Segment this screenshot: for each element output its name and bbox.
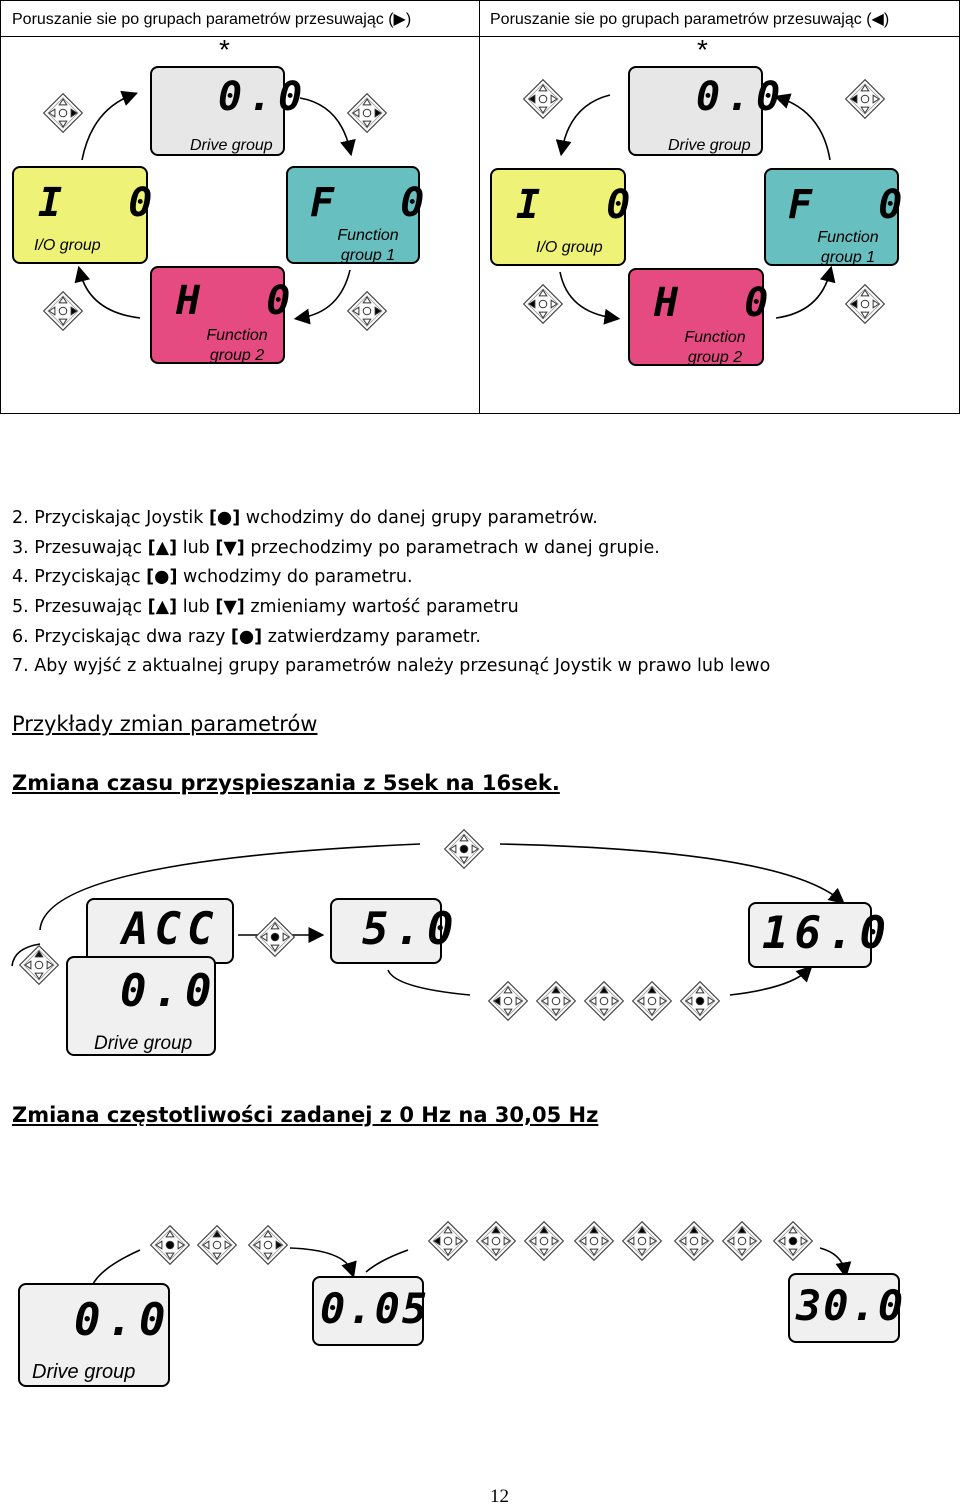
- group1-label: group 1: [820, 249, 876, 266]
- example2-heading: Zmiana częstotliwości zadanej z 0 Hz na 30,05 Hz: [12, 1103, 599, 1127]
- step-3: 3. Przesuwając [▲] lub [▼] przechodzimy po parametrach w danej grupie.: [12, 538, 660, 558]
- joystick-up-icon: [583, 980, 625, 1022]
- joystick-up-icon: [721, 1220, 763, 1262]
- io-display-value: I 0: [38, 180, 159, 226]
- drive-group-label: Drive group: [190, 137, 273, 154]
- f-display-value: F 0: [310, 180, 431, 226]
- value-5-panel: [330, 898, 460, 964]
- arrow-drive-to-io: [562, 95, 610, 150]
- left-star: *: [219, 34, 230, 65]
- arrow-h-to-io: [80, 272, 140, 318]
- joystick-right-icon: [346, 92, 388, 134]
- step-6: 6. Przyciskając dwa razy [●] zatwierdzamy parametr.: [12, 627, 481, 647]
- joystick-up-icon: [673, 1220, 715, 1262]
- arrow-f-to-h: [300, 270, 350, 318]
- arrow-to-30-0: [820, 1248, 845, 1272]
- joystick-press-icon: [149, 1224, 191, 1266]
- value-5-display: 5.0: [362, 904, 460, 955]
- acc-display-value: ACC: [122, 904, 220, 955]
- arrow-h-to-f: [776, 272, 830, 318]
- drive-group-label: Drive group: [668, 137, 751, 154]
- joystick-left-icon: [522, 283, 564, 325]
- joystick-right-icon: [346, 290, 388, 332]
- acc-display-panel: [86, 898, 234, 964]
- function-label: Function: [206, 327, 268, 344]
- joystick-up-icon: [523, 1220, 565, 1262]
- function-label: Function: [684, 329, 746, 346]
- step-2: 2. Przyciskając Joystik [●] wchodzimy do danej grupy parametrów.: [12, 508, 598, 528]
- drive-display-value: 0.0: [218, 74, 309, 120]
- joystick-left-icon: [844, 283, 886, 325]
- right-column-caption: Poruszanie sie po grupach parametrów przesuwając (◀): [490, 11, 890, 28]
- left-column-caption: Poruszanie sie po grupach parametrów przesuwając (▶): [12, 11, 412, 28]
- value-30-display: 30.0: [796, 1281, 906, 1330]
- value-16-panel: [748, 902, 892, 968]
- arrow-io-to-h: [560, 272, 614, 318]
- function-label: Function: [817, 229, 879, 246]
- drive-display-panel-ex1: [66, 956, 216, 1056]
- joystick-left-icon: [844, 78, 886, 120]
- example1-heading: Zmiana czasu przyspieszania z 5sek na 16sek.: [12, 771, 560, 795]
- page-number: 12: [490, 1486, 509, 1507]
- h-display-value: H 0: [654, 280, 775, 326]
- arrow-io-to-drive: [82, 95, 132, 160]
- joystick-press-icon: [443, 828, 485, 870]
- drive-group-label: Drive group: [94, 1033, 193, 1054]
- right-star: *: [697, 34, 708, 65]
- io-display-value: I 0: [516, 182, 637, 228]
- step-5: 5. Przesuwając [▲] lub [▼] zmieniamy wartość parametru: [12, 597, 519, 617]
- group2-label: group 2: [687, 349, 743, 366]
- joystick-up-icon: [621, 1220, 663, 1262]
- arrow-ex2-start: [92, 1250, 140, 1286]
- group-navigation-arrows: [0, 0, 960, 412]
- examples-heading: Przykłady zmian parametrów: [12, 712, 318, 736]
- joystick-up-icon: [535, 980, 577, 1022]
- value-16-display: 16.0: [762, 908, 892, 959]
- joystick-up-icon: [18, 944, 60, 986]
- arrow-from-5-0: [388, 970, 470, 995]
- io-group-label: I/O group: [536, 239, 603, 256]
- joystick-press-icon: [772, 1220, 814, 1262]
- joystick-left-icon: [487, 980, 529, 1022]
- joystick-left-icon: [427, 1220, 469, 1262]
- joystick-up-icon: [631, 980, 673, 1022]
- joystick-press-icon: [679, 980, 721, 1022]
- arrow-drive-to-f: [300, 98, 350, 150]
- arrow-to-16-0: [730, 970, 808, 995]
- arrow-from-0-05: [366, 1250, 408, 1272]
- joystick-up-icon: [573, 1220, 615, 1262]
- joystick-up-icon: [196, 1224, 238, 1266]
- step-7: 7. Aby wyjść z aktualnej grupy parametrów należy przesunąć Joystik w prawo lub lewo: [12, 656, 771, 676]
- value-0-05-display: 0.05: [320, 1284, 430, 1333]
- f-display-value: F 0: [788, 182, 909, 228]
- drive-display-panel-ex2: [18, 1283, 170, 1387]
- drive-group-label: Drive group: [32, 1361, 136, 1383]
- joystick-left-icon: [522, 78, 564, 120]
- joystick-up-icon: [475, 1220, 517, 1262]
- step-4: 4. Przyciskając [●] wchodzimy do parametru.: [12, 567, 413, 587]
- drive-display-value: 0.0: [120, 966, 218, 1017]
- joystick-right-icon: [247, 1224, 289, 1266]
- value-30-panel: [788, 1273, 906, 1343]
- h-display-value: H 0: [176, 278, 297, 324]
- joystick-press-icon: [254, 916, 296, 958]
- drive-display-value: 0.0: [696, 74, 787, 120]
- group2-label: group 2: [209, 347, 265, 364]
- arrow-f-to-drive: [780, 98, 830, 160]
- group1-label: group 1: [340, 247, 396, 264]
- drive-display-value: 0.0: [74, 1295, 172, 1346]
- value-0-05-panel: [312, 1276, 430, 1346]
- arrow-to-0-05: [290, 1248, 352, 1272]
- arrow-top-right: [500, 844, 840, 900]
- function-label: Function: [337, 227, 399, 244]
- joystick-right-icon: [42, 290, 84, 332]
- joystick-right-icon: [42, 92, 84, 134]
- io-group-label: I/O group: [34, 237, 101, 254]
